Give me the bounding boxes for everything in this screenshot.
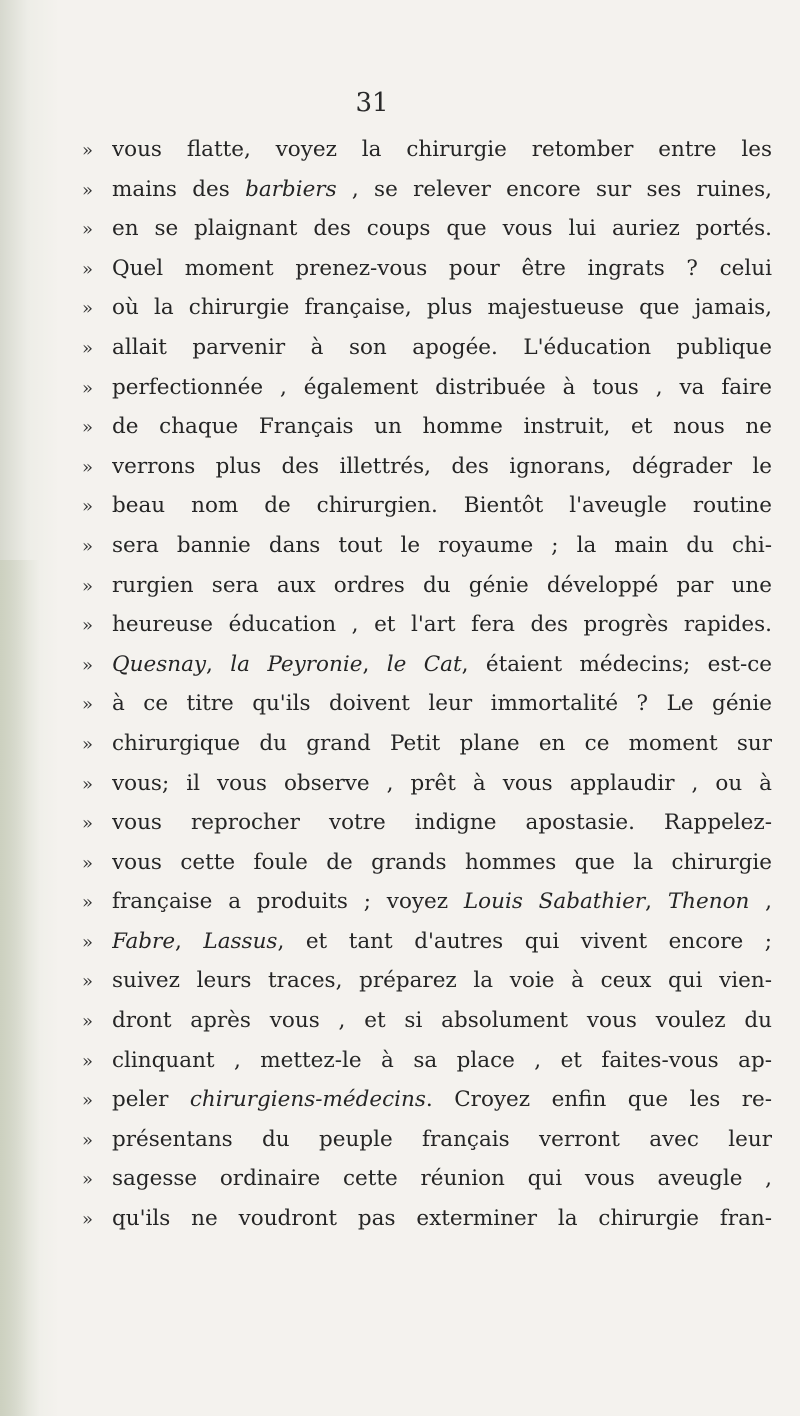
line-text <box>112 684 772 724</box>
line-text <box>112 922 772 962</box>
quote-mark: » <box>82 733 94 755</box>
line-text <box>112 605 772 645</box>
text-segment: allait parvenir à son apogée. L'éducation publique <box>112 334 772 360</box>
quote-mark: » <box>82 813 94 835</box>
text-segment: qu'ils ne voudront pas exterminer la chirurgie fran- <box>112 1206 772 1232</box>
quote-mark: » <box>82 179 94 201</box>
italic-segment: Lassus <box>203 928 278 954</box>
quote-mark: » <box>82 773 94 795</box>
text-line <box>82 1199 772 1239</box>
italic-segment: Thenon <box>667 889 750 915</box>
quote-mark: » <box>82 417 94 439</box>
text-segment: suivez leurs traces, préparez la voie à ceux qui vien- <box>112 968 772 994</box>
body-text <box>82 130 772 1239</box>
text-line <box>82 1159 772 1199</box>
page-edge-stain <box>0 560 40 1416</box>
text-line <box>82 288 772 328</box>
quote-mark: » <box>82 258 94 280</box>
text-segment: sagesse ordinaire cette réunion qui vous aveugle , <box>112 1166 772 1192</box>
text-segment: à ce titre qu'ils doivent leur immortalité ? Le génie <box>112 691 772 717</box>
italic-segment: barbiers <box>245 176 337 202</box>
quote-mark: » <box>82 1050 94 1072</box>
text-line <box>82 1041 772 1081</box>
text-line <box>82 566 772 606</box>
quote-mark: » <box>82 1169 94 1191</box>
line-text <box>112 764 772 804</box>
text-line <box>82 961 772 1001</box>
italic-segment: Fabre <box>112 928 176 954</box>
quote-mark: » <box>82 1129 94 1151</box>
text-segment: mains des <box>112 176 246 202</box>
text-line <box>82 130 772 170</box>
text-line <box>82 1080 772 1120</box>
text-segment: perfectionnée , également distribuée à tous , va faire <box>112 374 772 400</box>
text-segment: heureuse éducation , et l'art fera des progrès rapides. <box>112 612 772 638</box>
text-line <box>82 447 772 487</box>
text-segment: vous reprocher votre indigne apostasie. Rappelez- <box>112 810 772 836</box>
line-text <box>112 882 772 922</box>
text-segment: vous cette foule de grands hommes que la chirurgie <box>112 849 772 875</box>
quote-mark: » <box>82 337 94 359</box>
text-segment: dront après vous , et si absolument vous voulez du <box>112 1008 772 1034</box>
line-text <box>112 447 772 487</box>
text-segment: verrons plus des illettrés, des ignorans, dégrader le <box>112 453 772 479</box>
line-text <box>112 407 772 447</box>
line-text <box>112 1041 772 1081</box>
text-line <box>82 684 772 724</box>
text-segment: vous; il vous observe , prêt à vous applaudir , ou à <box>112 770 772 796</box>
text-segment: clinquant , mettez-le à sa place , et faites-vous ap- <box>112 1047 772 1073</box>
line-text <box>112 961 772 1001</box>
line-text <box>112 803 772 843</box>
line-text <box>112 724 772 764</box>
text-line <box>82 1120 772 1160</box>
text-segment: Quel moment prenez-vous pour être ingrats ? celui <box>112 255 772 281</box>
text-segment: vous flatte, voyez la chirurgie retomber entre les <box>112 137 772 162</box>
text-line <box>82 170 772 210</box>
text-segment: rurgien sera aux ordres du génie développé par une <box>112 572 772 598</box>
quote-mark: » <box>82 694 94 716</box>
text-segment: beau nom de chirurgien. Bientôt l'aveugle routine <box>112 493 772 519</box>
text-line <box>82 1001 772 1041</box>
text-line <box>82 843 772 883</box>
line-text <box>112 1159 772 1199</box>
text-line <box>82 486 772 526</box>
quote-mark: » <box>82 852 94 874</box>
text-segment: de chaque Français un homme instruit, et nous ne <box>112 414 772 440</box>
quote-mark: » <box>82 377 94 399</box>
text-line <box>82 645 772 685</box>
line-text <box>112 843 772 883</box>
page-number: 31 <box>355 88 389 118</box>
line-text <box>112 170 772 210</box>
text-line <box>82 526 772 566</box>
text-line <box>82 605 772 645</box>
text-line <box>82 209 772 249</box>
line-text <box>112 130 772 170</box>
text-segment: , <box>206 651 231 677</box>
line-text <box>112 328 772 368</box>
text-line <box>82 328 772 368</box>
line-text <box>112 1080 772 1120</box>
text-segment: , <box>645 889 668 915</box>
text-segment: présentans du peuple français verront avec leur <box>112 1126 772 1152</box>
quote-mark: » <box>82 1209 94 1231</box>
text-segment: , <box>362 651 387 677</box>
line-text <box>112 249 772 289</box>
quote-mark: » <box>82 892 94 914</box>
text-segment: , étaient médecins; est-ce <box>461 651 772 677</box>
line-text <box>112 288 772 328</box>
text-segment: peler <box>112 1087 190 1113</box>
text-segment: sera bannie dans tout le royaume ; la main du chi- <box>112 532 772 558</box>
quote-mark: » <box>82 931 94 953</box>
line-text <box>112 1001 772 1041</box>
line-text <box>112 566 772 606</box>
line-text <box>112 645 772 685</box>
quote-mark: » <box>82 1090 94 1112</box>
quote-mark: » <box>82 496 94 518</box>
text-segment: , <box>175 928 204 954</box>
quote-mark: » <box>82 219 94 241</box>
quote-mark: » <box>82 575 94 597</box>
text-line <box>82 249 772 289</box>
text-line <box>82 724 772 764</box>
quote-mark: » <box>82 535 94 557</box>
line-text <box>112 486 772 526</box>
text-segment: chirurgique du grand Petit plane en ce moment sur <box>112 730 772 756</box>
text-line <box>82 368 772 408</box>
text-line <box>82 922 772 962</box>
text-line <box>82 803 772 843</box>
line-text <box>112 526 772 566</box>
italic-segment: le Cat <box>386 651 462 677</box>
italic-segment: Quesnay <box>112 651 207 677</box>
text-segment: , et tant d'autres qui vivent encore ; <box>277 928 772 954</box>
italic-segment: Louis Sabathier <box>463 889 646 915</box>
line-text <box>112 368 772 408</box>
text-segment: en se plaignant des coups que vous lui auriez portés. <box>112 216 772 242</box>
quote-mark: » <box>82 615 94 637</box>
quote-mark: » <box>82 456 94 478</box>
quote-mark: » <box>82 298 94 320</box>
line-text <box>112 209 772 249</box>
line-text <box>112 1199 772 1239</box>
quote-mark: » <box>82 971 94 993</box>
text-line <box>82 764 772 804</box>
italic-segment: chirurgiens-médecins <box>189 1087 426 1113</box>
text-line <box>82 882 772 922</box>
text-segment: , se relever encore sur ses ruines, <box>336 176 772 202</box>
quote-mark: » <box>82 654 94 676</box>
line-text <box>112 1120 772 1160</box>
italic-segment: la Peyronie <box>230 651 363 677</box>
text-segment: , <box>749 889 772 915</box>
text-segment: . Croyez enfin que les re- <box>425 1087 772 1113</box>
quote-mark: » <box>82 140 94 161</box>
text-line <box>82 407 772 447</box>
text-segment: française a produits ; voyez <box>112 889 464 915</box>
quote-mark: » <box>82 1011 94 1033</box>
text-segment: où la chirurgie française, plus majestueuse que jamais, <box>112 295 772 321</box>
